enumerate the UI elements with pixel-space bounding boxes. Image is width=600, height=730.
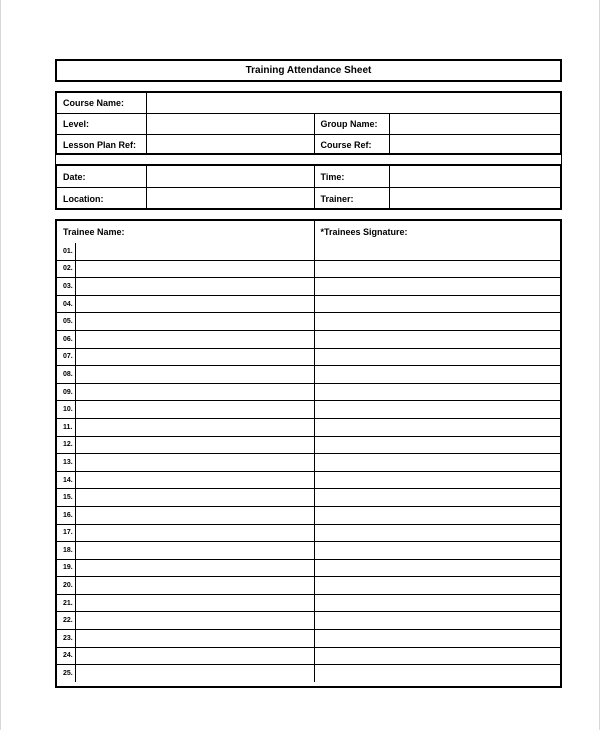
row-number: 17. bbox=[57, 524, 75, 542]
signature-field[interactable] bbox=[314, 330, 560, 348]
trainee-name-field[interactable] bbox=[75, 260, 314, 278]
table-row bbox=[57, 559, 560, 577]
row-number: 24. bbox=[57, 647, 75, 665]
trainee-name-field[interactable] bbox=[75, 348, 314, 366]
row-number: 22. bbox=[57, 612, 75, 630]
level-row bbox=[57, 114, 560, 135]
signature-field[interactable] bbox=[314, 295, 560, 313]
table-row bbox=[57, 401, 560, 419]
signature-field[interactable] bbox=[314, 630, 560, 648]
table-row bbox=[57, 454, 560, 472]
date-row bbox=[57, 166, 560, 188]
session-info-table bbox=[57, 166, 560, 209]
trainer-label: Trainer: bbox=[314, 188, 389, 210]
lesson-plan-field[interactable] bbox=[146, 135, 314, 156]
signature-field[interactable] bbox=[314, 401, 560, 419]
row-number: 01. bbox=[57, 243, 75, 260]
row-number: 06. bbox=[57, 330, 75, 348]
trainee-name-header: Trainee Name: bbox=[57, 221, 314, 243]
signature-field[interactable] bbox=[314, 278, 560, 296]
trainee-name-field[interactable] bbox=[75, 647, 314, 665]
session-info-box bbox=[55, 164, 562, 210]
table-row bbox=[57, 471, 560, 489]
signature-field[interactable] bbox=[314, 260, 560, 278]
row-number: 09. bbox=[57, 383, 75, 401]
table-row bbox=[57, 295, 560, 313]
table-row bbox=[57, 630, 560, 648]
level-field[interactable] bbox=[146, 114, 314, 135]
title-box bbox=[55, 59, 562, 82]
table-row bbox=[57, 348, 560, 366]
trainee-name-field[interactable] bbox=[75, 436, 314, 454]
table-row bbox=[57, 383, 560, 401]
table-row bbox=[57, 665, 560, 682]
signature-field[interactable] bbox=[314, 506, 560, 524]
table-row bbox=[57, 594, 560, 612]
row-number: 05. bbox=[57, 313, 75, 331]
group-name-label: Group Name: bbox=[314, 114, 389, 135]
table-row bbox=[57, 524, 560, 542]
course-name-field[interactable] bbox=[146, 93, 560, 114]
signature-field[interactable] bbox=[314, 348, 560, 366]
course-ref-label: Course Ref: bbox=[314, 135, 389, 156]
signature-field[interactable] bbox=[314, 665, 560, 682]
location-label: Location: bbox=[57, 188, 146, 210]
signature-field[interactable] bbox=[314, 542, 560, 560]
page-title: Training Attendance Sheet bbox=[245, 65, 372, 76]
signature-field[interactable] bbox=[314, 647, 560, 665]
trainee-name-field[interactable] bbox=[75, 278, 314, 296]
trainee-name-field[interactable] bbox=[75, 524, 314, 542]
trainer-field[interactable] bbox=[389, 188, 560, 210]
row-number: 03. bbox=[57, 278, 75, 296]
signature-field[interactable] bbox=[314, 436, 560, 454]
trainee-name-field[interactable] bbox=[75, 577, 314, 595]
table-row bbox=[57, 436, 560, 454]
trainee-name-field[interactable] bbox=[75, 366, 314, 384]
signature-field[interactable] bbox=[314, 243, 560, 260]
attendance-header-row bbox=[57, 221, 560, 243]
trainee-name-field[interactable] bbox=[75, 542, 314, 560]
row-number: 18. bbox=[57, 542, 75, 560]
trainee-name-field[interactable] bbox=[75, 559, 314, 577]
row-number: 08. bbox=[57, 366, 75, 384]
row-number: 20. bbox=[57, 577, 75, 595]
signature-field[interactable] bbox=[314, 366, 560, 384]
row-number: 14. bbox=[57, 471, 75, 489]
table-row bbox=[57, 260, 560, 278]
lesson-plan-label: Lesson Plan Ref: bbox=[57, 135, 146, 156]
signature-field[interactable] bbox=[314, 594, 560, 612]
trainee-name-field[interactable] bbox=[75, 665, 314, 682]
signature-field[interactable] bbox=[314, 577, 560, 595]
trainee-name-field[interactable] bbox=[75, 383, 314, 401]
trainee-name-field[interactable] bbox=[75, 330, 314, 348]
row-number: 23. bbox=[57, 630, 75, 648]
signature-field[interactable] bbox=[314, 559, 560, 577]
trainee-name-field[interactable] bbox=[75, 243, 314, 260]
row-number: 25. bbox=[57, 665, 75, 682]
trainee-name-field[interactable] bbox=[75, 454, 314, 472]
course-name-label: Course Name: bbox=[57, 93, 146, 114]
row-number: 11. bbox=[57, 418, 75, 436]
row-number: 04. bbox=[57, 295, 75, 313]
row-number: 07. bbox=[57, 348, 75, 366]
attendance-rows bbox=[57, 243, 560, 682]
course-name-row bbox=[57, 93, 560, 114]
table-row bbox=[57, 418, 560, 436]
table-row bbox=[57, 612, 560, 630]
row-number: 19. bbox=[57, 559, 75, 577]
time-field[interactable] bbox=[389, 166, 560, 188]
table-row bbox=[57, 313, 560, 331]
group-name-field[interactable] bbox=[389, 114, 560, 135]
trainee-name-field[interactable] bbox=[75, 295, 314, 313]
signature-field[interactable] bbox=[314, 612, 560, 630]
trainee-name-field[interactable] bbox=[75, 506, 314, 524]
signature-field[interactable] bbox=[314, 454, 560, 472]
location-row bbox=[57, 188, 560, 210]
row-number: 21. bbox=[57, 594, 75, 612]
trainee-name-field[interactable] bbox=[75, 418, 314, 436]
signature-header: *Trainees Signature: bbox=[314, 221, 560, 243]
row-number: 10. bbox=[57, 401, 75, 419]
attendance-table bbox=[57, 221, 560, 682]
row-number: 02. bbox=[57, 260, 75, 278]
attendance-box bbox=[55, 219, 562, 688]
lesson-plan-row bbox=[57, 135, 560, 156]
signature-field[interactable] bbox=[314, 418, 560, 436]
table-row bbox=[57, 506, 560, 524]
signature-field[interactable] bbox=[314, 313, 560, 331]
trainee-name-field[interactable] bbox=[75, 612, 314, 630]
table-row bbox=[57, 647, 560, 665]
date-field[interactable] bbox=[146, 166, 314, 188]
table-row bbox=[57, 278, 560, 296]
date-label: Date: bbox=[57, 166, 146, 188]
signature-field[interactable] bbox=[314, 524, 560, 542]
signature-field[interactable] bbox=[314, 489, 560, 507]
table-row bbox=[57, 577, 560, 595]
trainee-name-field[interactable] bbox=[75, 313, 314, 331]
table-row bbox=[57, 366, 560, 384]
row-number: 15. bbox=[57, 489, 75, 507]
course-ref-field[interactable] bbox=[389, 135, 560, 156]
level-label: Level: bbox=[57, 114, 146, 135]
trainee-name-field[interactable] bbox=[75, 471, 314, 489]
location-field[interactable] bbox=[146, 188, 314, 210]
trainee-name-field[interactable] bbox=[75, 489, 314, 507]
time-label: Time: bbox=[314, 166, 389, 188]
course-info-box bbox=[55, 91, 562, 155]
row-number: 12. bbox=[57, 436, 75, 454]
row-number: 13. bbox=[57, 454, 75, 472]
trainee-name-field[interactable] bbox=[75, 401, 314, 419]
row-number: 16. bbox=[57, 506, 75, 524]
signature-field[interactable] bbox=[314, 383, 560, 401]
table-row bbox=[57, 542, 560, 560]
signature-field[interactable] bbox=[314, 471, 560, 489]
section-divider bbox=[55, 155, 562, 164]
course-info-table bbox=[57, 93, 560, 155]
table-row bbox=[57, 330, 560, 348]
table-row bbox=[57, 489, 560, 507]
trainee-name-field[interactable] bbox=[75, 630, 314, 648]
trainee-name-field[interactable] bbox=[75, 594, 314, 612]
table-row bbox=[57, 243, 560, 260]
